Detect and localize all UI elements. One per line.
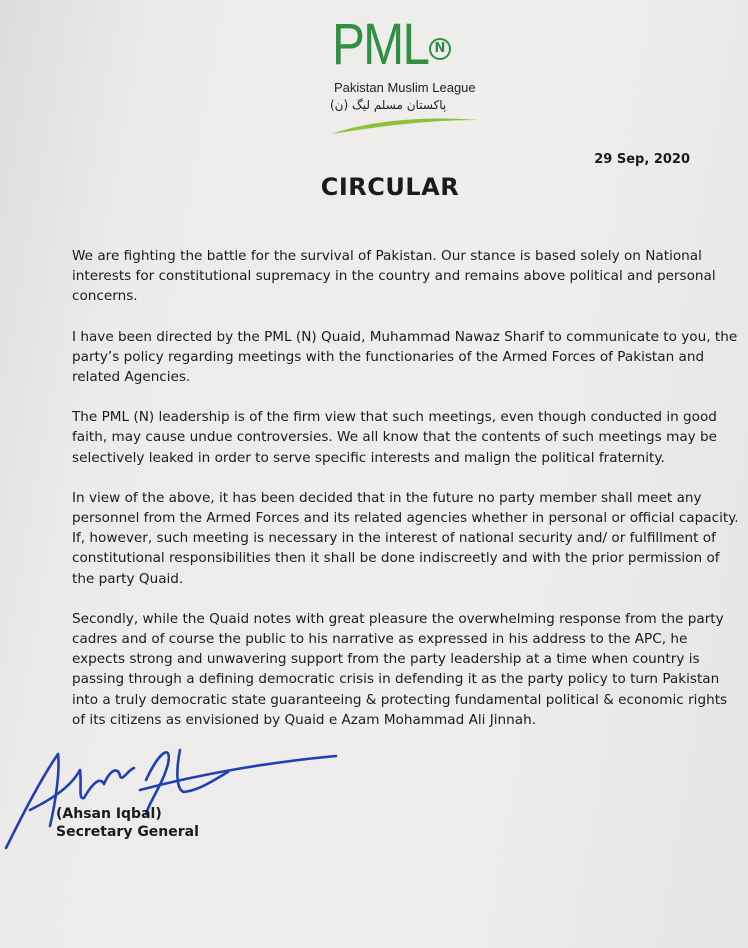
paragraph-5: Secondly, while the Quaid notes with great pleasure the overwhelming response from the party cadres and of course the public to his narrative as expressed in his address to the APC, he expects strong and unwavering support from the party leadership at a time when country is passing through a defining democratic crisis in defending it as the party policy to turn Pakistan into a truly democratic state guaranteeing & protecting fundamental political & economic rights of its citizens as envisioned by Quaid e Azam Mohammad Ali Jinnah. [72, 610, 728, 728]
signature-icon [0, 740, 340, 860]
paragraph-3: The PML (N) leadership is of the firm view that such meetings, even though conducted in good faith, may cause undue controversies. We all know that the contents of such meetings may be selectively leaked in order to serve specific interests and malign the political fraternity. [72, 409, 718, 466]
paragraph-2: I have been directed by the PML (N) Quaid, Muhammad Nawaz Sharif to communicate to you, the party’s policy regarding meetings with the functionaries of the Armed Forces of Pakistan and related Agencies. [72, 328, 738, 386]
logo-swoosh-icon [330, 114, 480, 136]
logo-mark: PML [332, 12, 429, 77]
signature-block [0, 740, 340, 940]
document-body [72, 246, 744, 750]
document-title: CIRCULAR [320, 173, 460, 201]
document-date: 29 Sep, 2020 [594, 152, 690, 167]
pml-logo [300, 14, 480, 134]
paragraph-4: In view of the above, it has been decided that in the future no party member shall meet any personnel from the Armed Forces and its related agencies whether in personal or official capacity. If, however, such meeting is necessary in the interest of national security and/ or fulfillment of constitutional responsibilities then it shall be done indiscreetly and with the prior permission of the party Quaid. [72, 489, 739, 587]
signer-title: Secretary General [56, 824, 199, 840]
org-name: Pakistan Muslim League [334, 80, 476, 95]
paragraph-1: We are fighting the battle for the survival of Pakistan. Our stance is based solely on National interests for constitutional supremacy in the country and remains above political and personal concerns. [72, 248, 716, 305]
signer-name: (Ahsan Iqbal) [56, 806, 162, 822]
org-name-urdu: پاکستان مسلم لیگ (ن) [330, 98, 447, 112]
logo-badge: N [429, 38, 451, 60]
